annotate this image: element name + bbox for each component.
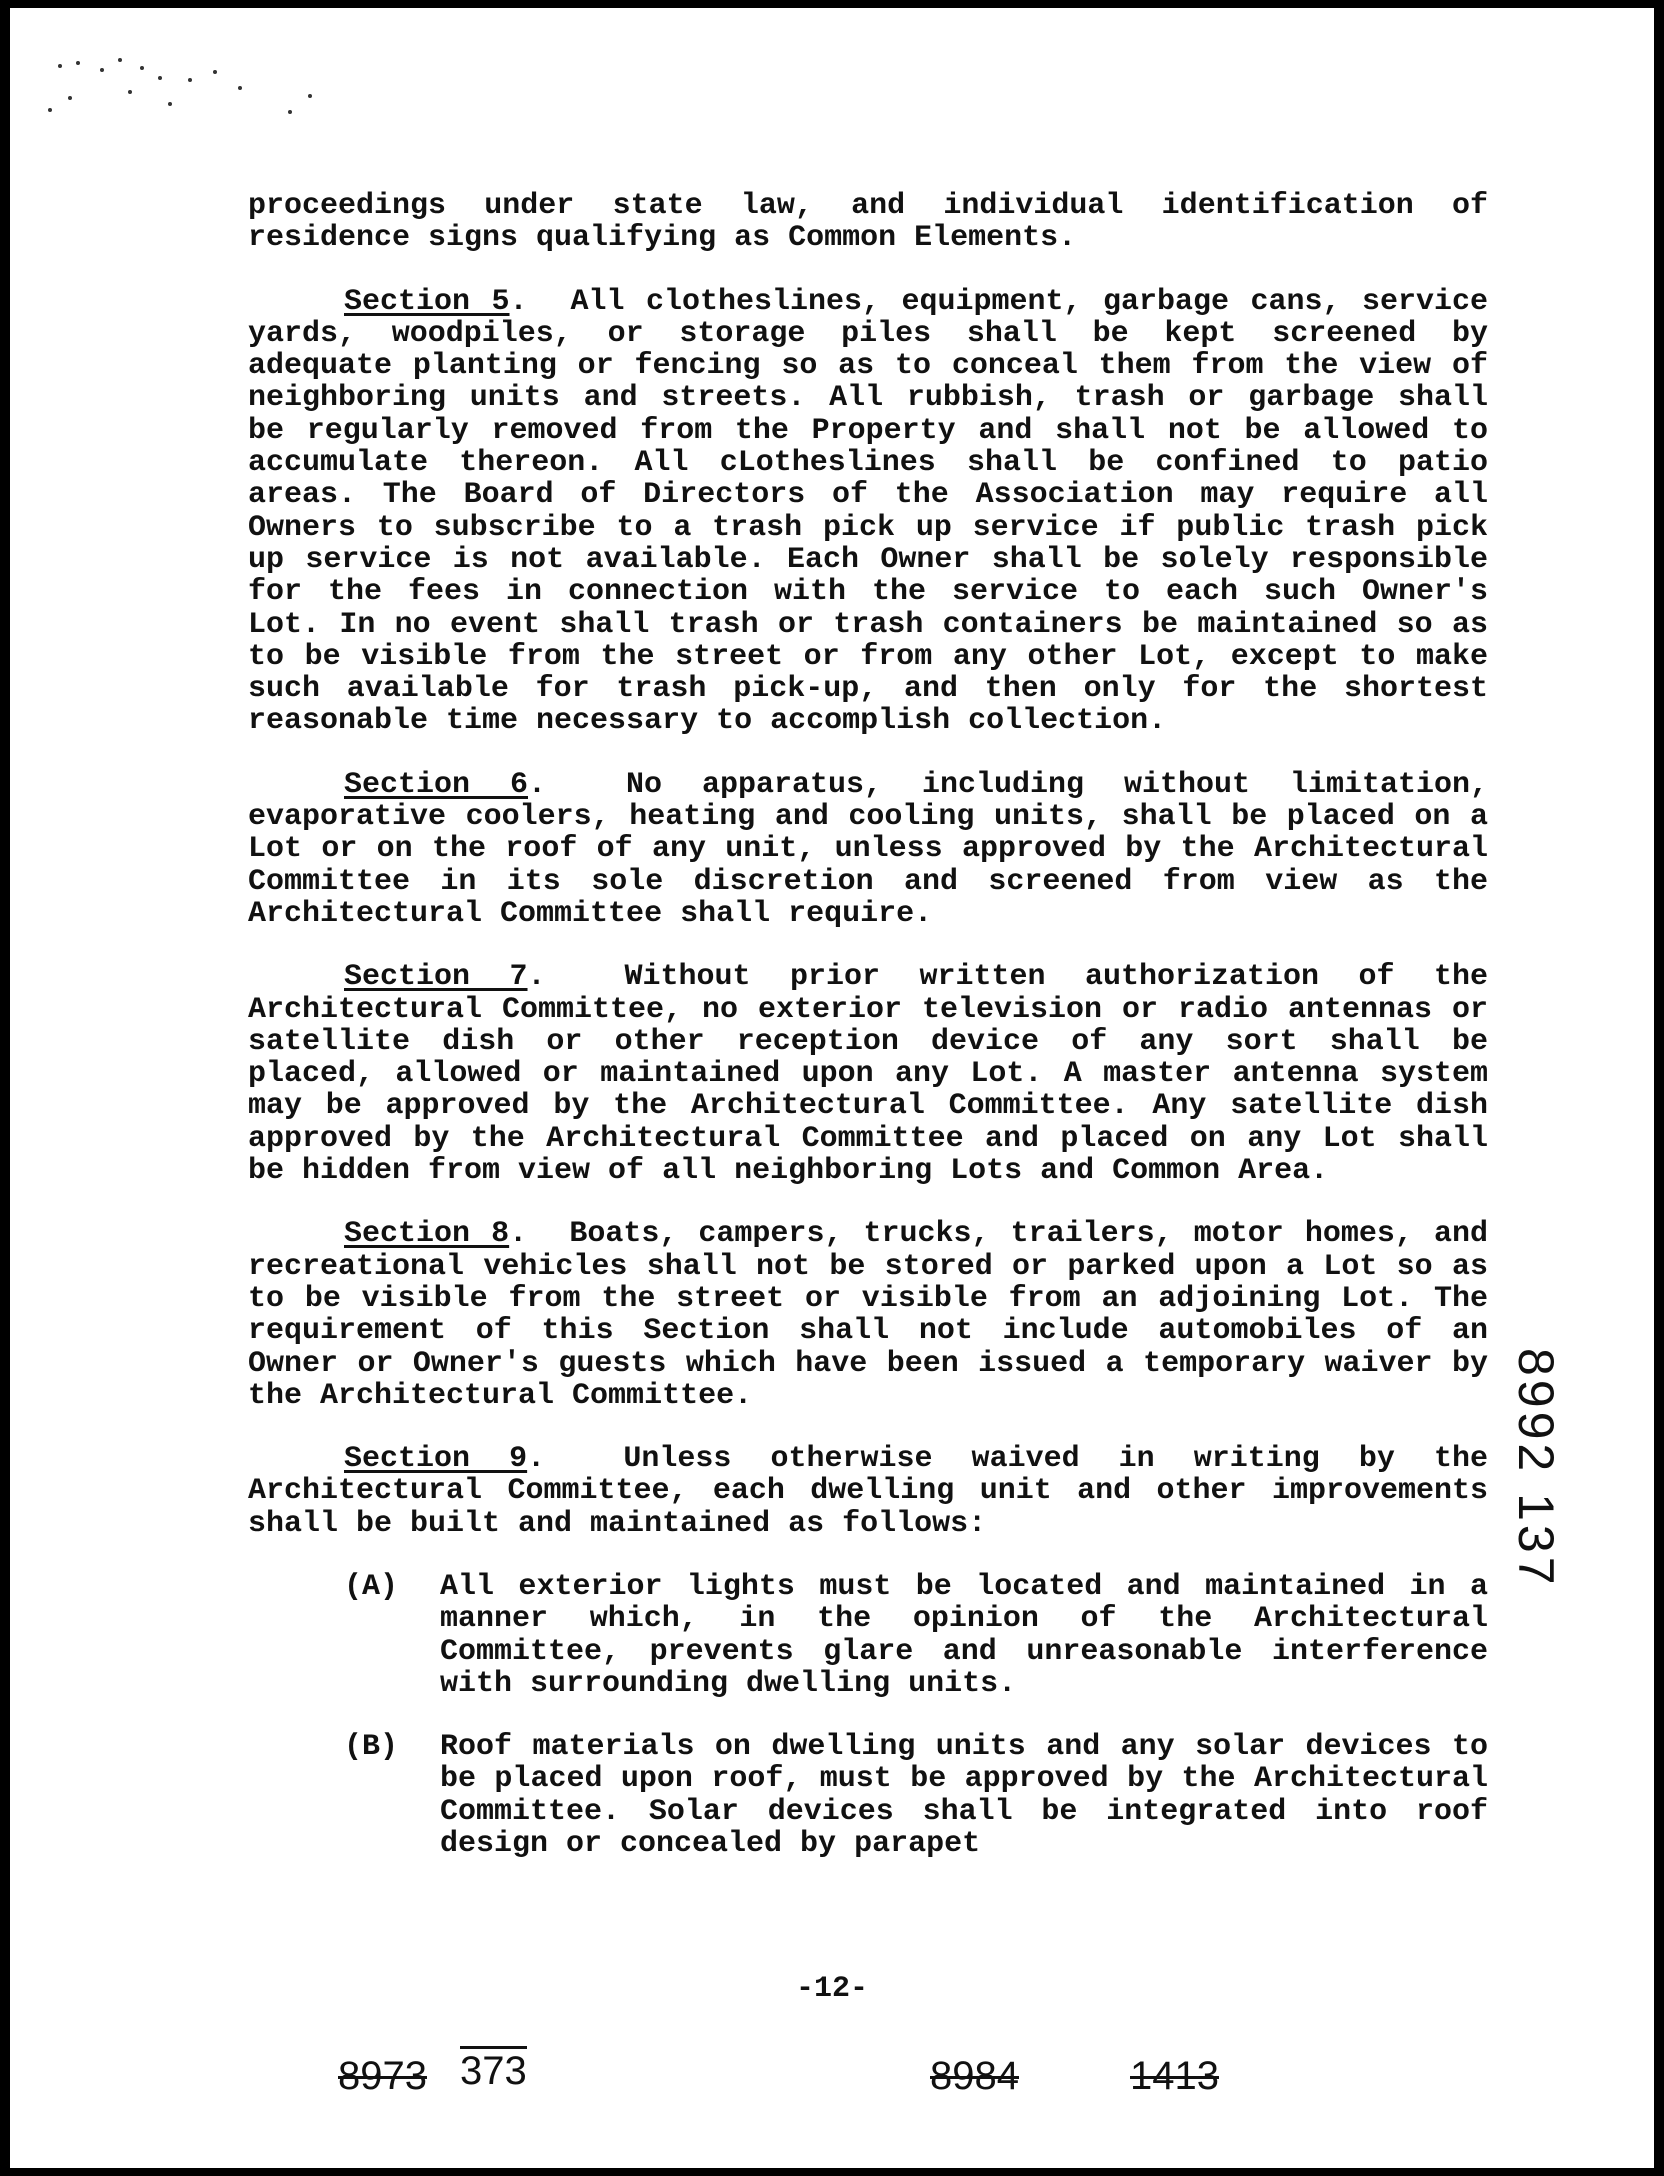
section-text: Without prior written authorization of the Architectural Committee, no exterior television or radio antennas or satellite dish or other reception device of any sort shall be placed, allowed or maintained upon any Lot. A master antenna system may be approved by the Architectural Committee. Any satellite dish approved by the Architectural Committee and placed on any Lot shall be hidden from view of all neighboring Lots and Common Area. bbox=[248, 960, 1488, 1189]
section-heading: Section 5 bbox=[344, 284, 510, 319]
section-heading: Section 8 bbox=[344, 1217, 510, 1252]
section-5: Section 5. All clotheslines, equipment, garbage cans, service yards, woodpiles, or storage piles shall be kept screened by adequate planting or fencing so as to conceal them from the view of neighboring units and streets. All rubbish, trash or garbage shall be regularly removed from the Property and shall not be allowed to accumulate thereon. All cLotheslines shall be confined to patio areas. The Board of Directors of the Association may require all Owners to subscribe to a trash pick up service if public trash pick up service is not available. Each Owner shall be solely responsible for the fees in connection with the service to each such Owner's Lot. In no event shall trash or trash containers be maintained so as to be visible from the street or from any other Lot, except to make such available for trash pick-up, and then only for the shortest reasonable time necessary to accomplish collection. bbox=[248, 284, 1489, 739]
stamp-right-old: 8984 bbox=[930, 2054, 1019, 2098]
section-7: Section 7. Without prior written authorization of the Architectural Committee, no exterior television or radio antennas or satellite dish or other reception device of any sort shall be placed, allowed or maintained upon any Lot. A master antenna system may be approved by the Architectural Committee. Any satellite dish approved by the Architectural Committee and placed on any Lot shall be hidden from view of all neighboring Lots and Common Area. bbox=[248, 960, 1488, 1189]
stamp-right-new: 1413 bbox=[1130, 2054, 1219, 2098]
section-8: Section 8. Boats, campers, trucks, trailers, motor homes, and recreational vehicles shall not be stored or parked upon a Lot so as to be visible from the street or visible from an adjoining Lot. The requirement of this Section shall not include automobiles of an Owner or Owner's guests which have been issued a temporary waiver by the Architectural Committee. bbox=[248, 1217, 1488, 1413]
stamp-left-new: 373 bbox=[460, 2046, 527, 2094]
page-number: -12- bbox=[795, 1972, 868, 2006]
section-text: Unless otherwise waived in writing by the Architectural Committee, each dwelling unit and other improvements shall be built and maintained as follows: bbox=[248, 1442, 1489, 1541]
section-heading: Section 9 bbox=[344, 1442, 528, 1477]
opening-paragraph: proceedings under state law, and individual identification of residence signs qualifying as Common Elements. bbox=[248, 189, 1488, 256]
section-heading: Section 7 bbox=[344, 960, 528, 995]
section-text: All clotheslines, equipment, garbage cans, service yards, woodpiles, or storage piles shall be kept screened by adequate planting or fencing so as to conceal them from the view of neighboring units and streets. All rubbish, trash or garbage shall be regularly removed from the Property and shall not be allowed to accumulate thereon. All cLotheslines shall be confined to patio areas. The Board of Directors of the Association may require all Owners to subscribe to a trash pick up service if public trash pick up service is not available. Each Owner shall be solely responsible for the fees in connection with the service to each such Owner's Lot. In no event shall trash or trash containers be maintained so as to be visible from the street or from any other Lot, except to make such available for trash pick-up, and then only for the shortest reasonable time necessary to accomplish collection. bbox=[248, 284, 1489, 739]
section-6: Section 6. No apparatus, including without limitation, evaporative coolers, heating and cooling units, shall be placed on a Lot or on the roof of any unit, unless approved by the Architectural Committee in its sole discretion and screened from view as the Architectural Committee shall require. bbox=[248, 767, 1488, 931]
list-item-a bbox=[344, 1571, 1488, 1700]
stamp-left-old: 8973 bbox=[338, 2054, 427, 2098]
section-9: Section 9. Unless otherwise waived in writing by the Architectural Committee, each dwelling unit and other improvements shall be built and maintained as follows: bbox=[248, 1442, 1489, 1541]
list-text: All exterior lights must be located and maintained in a manner which, in the opinion of the Architectural Committee, prevents glare and unreasonable interference with surrounding dwelling units. bbox=[440, 1569, 1488, 1701]
body-text bbox=[248, 190, 1488, 1891]
section-heading: Section 6 bbox=[344, 767, 528, 802]
side-reference-number: 8992 137 bbox=[1508, 1348, 1564, 1589]
section-text: No apparatus, including without limitation, evaporative coolers, heating and cooling units, shall be placed on a Lot or on the roof of any unit, unless approved by the Architectural Committee in its sole discretion and screened from view as the Architectural Committee shall require. bbox=[248, 767, 1488, 931]
section-text: Boats, campers, trucks, trailers, motor homes, and recreational vehicles shall not be stored or parked upon a Lot so as to be visible from the street or visible from an adjoining Lot. The requirement of this Section shall not include automobiles of an Owner or Owner's guests which have been issued a temporary waiver by the Architectural Committee. bbox=[248, 1217, 1488, 1413]
list-marker: (B) bbox=[344, 1730, 399, 1765]
list-marker: (A) bbox=[344, 1569, 399, 1604]
list-text: Roof materials on dwelling units and any solar devices to be placed upon roof, must be approved by the Architectural Committee. Solar devices shall be integrated into roof design or concealed by parapet bbox=[440, 1730, 1488, 1862]
scan-specks bbox=[10, 8, 370, 148]
list-item-b bbox=[344, 1731, 1488, 1860]
document-page bbox=[10, 8, 1654, 2168]
